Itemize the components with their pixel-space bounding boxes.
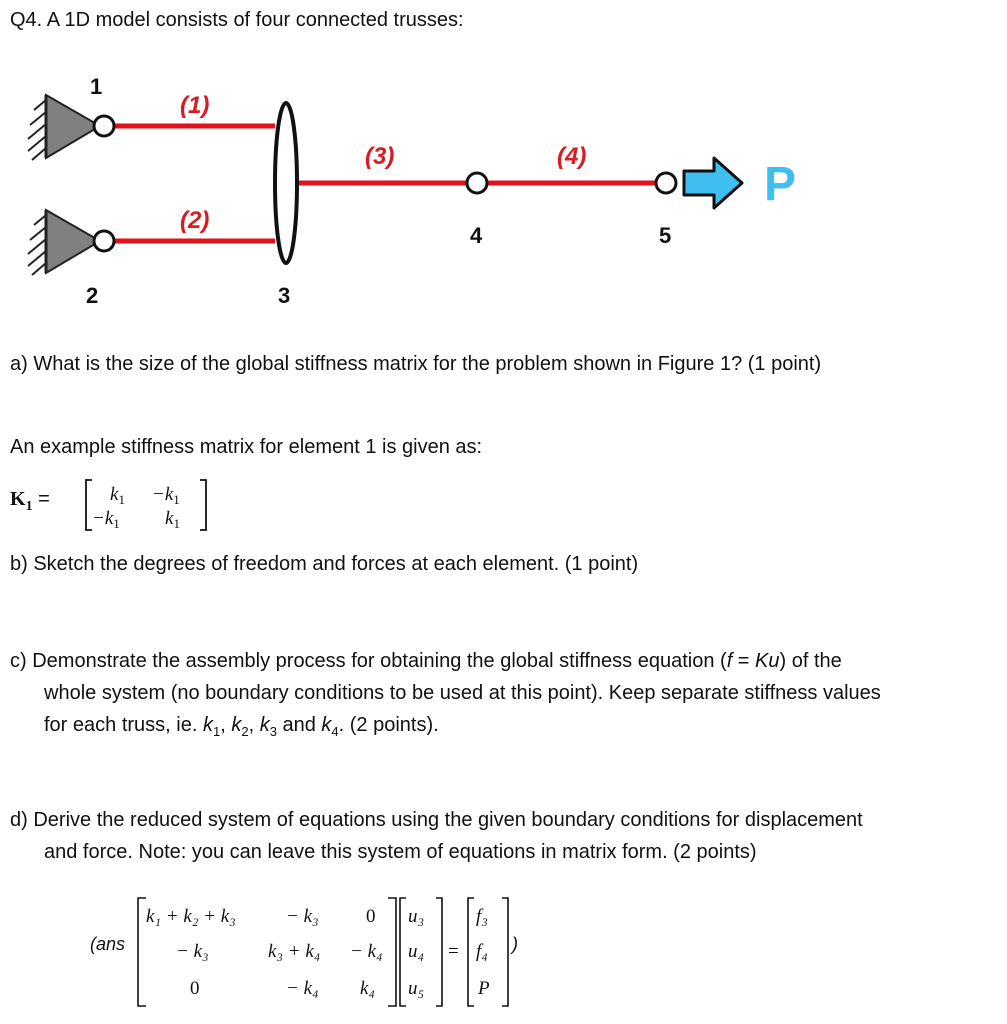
- answer-k-right-bracket: [388, 898, 396, 1006]
- answer-k-left-bracket: [138, 898, 146, 1006]
- answer-open: (ans: [90, 934, 126, 954]
- node-label-2: 2: [86, 283, 99, 308]
- answer-u-3: u₅: [408, 978, 425, 999]
- k1-left-bracket: [86, 480, 92, 530]
- answer-f-1: f₃: [476, 906, 488, 927]
- k1-intro: An example stiffness matrix for element 1 is given as:: [10, 436, 483, 458]
- k1-cell-22: $k_1$: [165, 508, 180, 531]
- answer-f-left-bracket: [468, 898, 474, 1006]
- node-label-4: 4: [470, 223, 483, 248]
- node-5-pin: [656, 173, 676, 193]
- answer-close: ): [512, 934, 518, 954]
- answer-u-1: u₃: [408, 906, 425, 927]
- k1-cell-21: $-k_1$: [92, 508, 120, 531]
- k1-matrix-label: [10, 488, 50, 515]
- node-3-rigid-link: [275, 103, 297, 263]
- answer-equals: =: [448, 941, 459, 962]
- k1-symbol: K: [10, 488, 26, 510]
- node-label-1: 1: [90, 74, 103, 99]
- load-arrow: [684, 158, 742, 208]
- part-c-line-1: c) Demonstrate the assembly process for obtaining the global stiffness equation (f = Ku) of the: [10, 650, 842, 672]
- answer-f-right-bracket: [502, 898, 508, 1006]
- question-title: Q4. A 1D model consists of four connected trusses:: [10, 9, 464, 31]
- node-label-3: 3: [278, 283, 291, 308]
- answer-k-23: − k₄: [350, 941, 383, 962]
- answer-u-left-bracket: [400, 898, 406, 1006]
- part-b-question: b) Sketch the degrees of freedom and forces at each element. (1 point): [10, 553, 639, 575]
- answer-k-33: k₄: [360, 978, 376, 999]
- element-label-3: (3): [365, 143, 395, 170]
- node-label-5: 5: [659, 223, 672, 248]
- node-1-pin: [94, 116, 114, 136]
- element-label-1: (1): [180, 92, 210, 119]
- pin-support-node-1: [28, 95, 100, 160]
- k1-cell-12: $-k_1$: [152, 484, 180, 507]
- answer-k-21: − k₃: [176, 941, 209, 962]
- part-c-line-3: for each truss, ie. $k_1$, $k_2$, $k_3$ and $k_4$. (2 points).: [44, 714, 439, 739]
- k1-equals: =: [38, 488, 50, 510]
- element-label-4: (4): [557, 143, 587, 170]
- answer-u-right-bracket: [436, 898, 442, 1006]
- truss-figure: [0, 0, 1007, 330]
- answer-k-12: − k₃: [286, 906, 319, 927]
- k1-cell-11: $k_1$: [110, 484, 125, 507]
- answer-k-22: k₃ + k₄: [268, 941, 321, 962]
- answer-f-3: P: [478, 978, 490, 999]
- pin-support-node-2: [28, 210, 100, 275]
- part-d-line-1: d) Derive the reduced system of equations using the given boundary conditions for displacement: [10, 809, 863, 831]
- k1-right-bracket: [200, 480, 206, 530]
- answer-k-11: k₁ + k₂ + k₃: [146, 906, 236, 927]
- k1-symbol-sub: 1: [25, 499, 33, 514]
- answer-u-2: u₄: [408, 941, 425, 962]
- answer-k-13: 0: [366, 906, 376, 927]
- part-d-line-2: and force. Note: you can leave this system of equations in matrix form. (2 points): [44, 841, 757, 863]
- part-c-line-2: whole system (no boundary conditions to be used at this point). Keep separate stiffness values: [44, 682, 881, 704]
- node-2-pin: [94, 231, 114, 251]
- element-label-2: (2): [180, 207, 210, 234]
- load-label: P: [764, 158, 797, 211]
- answer-k-32: − k₄: [286, 978, 319, 999]
- answer-k-31: 0: [190, 978, 200, 999]
- node-4-pin: [467, 173, 487, 193]
- answer-f-2: f₄: [476, 941, 488, 962]
- part-a-question: a) What is the size of the global stiffness matrix for the problem shown in Figure 1? (1 point): [10, 353, 822, 375]
